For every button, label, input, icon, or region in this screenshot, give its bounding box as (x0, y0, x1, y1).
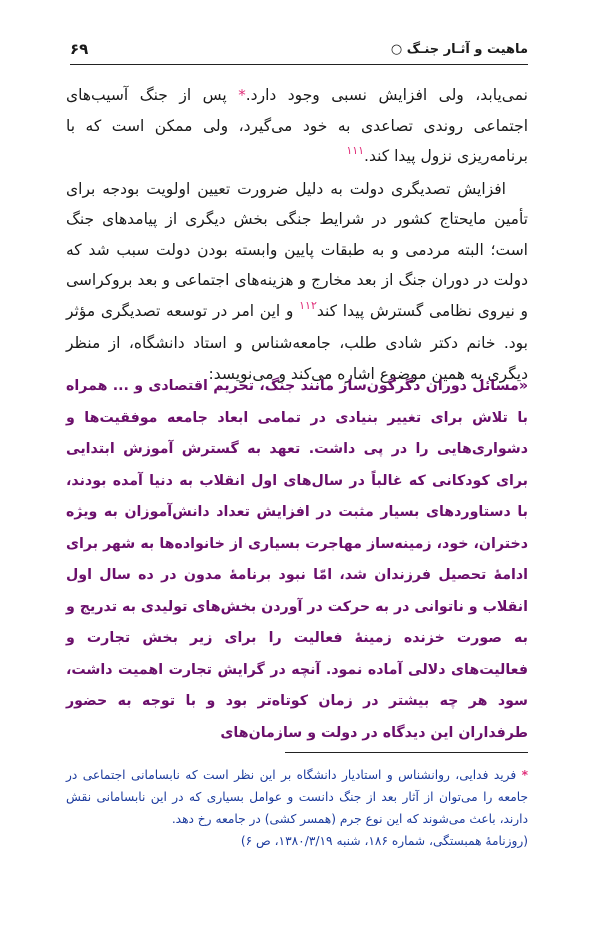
footnote-star-mark: * (521, 768, 528, 782)
p1-text-b: پس از جنگ آسیب‌های اجتماعی روندی تصاعدی به خود می‌گیرد، ولی ممکن است که با برنامه‌ریزی نزول پیدا کند. (66, 86, 528, 165)
running-title: ماهیت و آثـار جنـگ ○ (390, 42, 528, 57)
p2-text-a: افزایش تصدیگری دولت به دلیل ضرورت تعیین اولویت بودجه برای تأمین مایحتاج کشور در شرایط جنگی بخش دیگری از پیامدهای جنگ است؛ البته مردمی و به طبقات پایین وابسته بودن دولت سبب شد که دولت در دوران جنگ از بعد مخارج و هزینه‌های اجتماعی و بعد بروکراسی و نیروی نظامی گسترش پیدا کند (66, 179, 528, 320)
p2-text-b: و این امر در توسعه تصدیگری مؤثر بود. خانم دکتر شادی طلب، جامعه‌شناس و استاد دانشگاه، از منظر دیگری به همین موضوع اشاره می‌کند و می‌نویسد: (66, 301, 528, 383)
endnote-ref-112[interactable]: ۱۱۲ (299, 298, 317, 312)
paragraph-1 (66, 80, 528, 174)
page-number: ۶۹ (70, 40, 89, 58)
footnote (66, 764, 528, 852)
footnote-source: (روزنامهٔ همبستگی، شماره ۱۸۶، شنبه ۱۳۸۰/۳/۱۹، ص ۶) (240, 834, 528, 848)
footnote-star-ref[interactable]: * (238, 86, 246, 104)
body-text (66, 80, 528, 389)
header-divider (70, 64, 528, 65)
endnote-ref-111[interactable]: ۱۱۱ (346, 144, 365, 157)
paragraph-2 (66, 174, 528, 390)
footnote-divider (285, 752, 528, 753)
p1-text-a: نمی‌یابد، ولی افزایش نسبی وجود دارد. (245, 86, 528, 104)
page-header (70, 40, 528, 66)
block-quote: «مسائل دوران دگرگون‌ساز مانند جنگ، تحریم اقتصادی و ... همراه با تلاش برای تغییر بنیادی در تمامی ابعاد جامعه موفقیت‌ها و دشواری‌هایی را در پی داشت. تعهد به گسترش آموزش ابتدایی برای کودکانی که غالباً در سال‌های اول انقلاب به دنیا آمده بودند، با دستاوردهای بسیار مثبت در افزایش تعداد دانش‌آموزان به ویژه دختران، خود، زمینه‌ساز مهاجرت بسیاری از خانواده‌ها به شهر برای ادامهٔ تحصیل فرزندان شد، امّا نبود برنامهٔ مدون در ده سال اول انقلاب و ناتوانی در به حرکت در آوردن بخش‌های تولیدی به تدریج و به صورت خزنده زمینهٔ فعالیت را برای زیر بخش تجارت و فعالیت‌های دلالی آماده نمود. آنچه در گرایش تجارت اهمیت داشت، سود هر چه بیشتر در زمان کوتاه‌تر بود و با توجه به حضور طرفداران این دیدگاه در دولت و سازمان‌های (66, 378, 528, 741)
footnote-text: فرید فدایی، روانشناس و استادیار دانشگاه بر این نظر است که نابسامانی اجتماعی در جامعه را می‌توان از آثار بعد از جنگ دانست و عوامل بسیاری که در این نابسامانی نقش دارند، باعث می‌شوند که این نوع جرم (همسر کشی) در جامعه رخ دهد. (66, 768, 528, 826)
